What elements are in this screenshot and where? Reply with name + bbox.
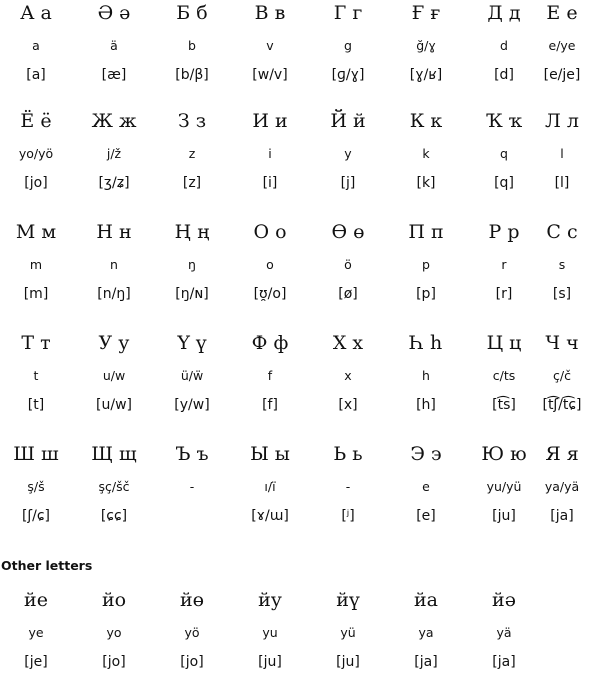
- cyrillic-letter: Х х: [332, 332, 364, 354]
- cyrillic-letter: И и: [252, 110, 288, 132]
- latin-transliteration: c/ts: [492, 368, 516, 383]
- latin-transliteration: e/ye: [548, 38, 576, 53]
- cyrillic-letter: йе: [24, 589, 48, 611]
- latin-transliteration: ı/ï: [264, 479, 276, 494]
- latin-transliteration: ü/ẅ: [180, 368, 204, 383]
- latin-transliteration: yö: [184, 625, 200, 640]
- ipa-pronunciation: [y/w]: [174, 397, 210, 413]
- latin-transliteration: i: [268, 146, 272, 161]
- cyrillic-letter: йу: [258, 589, 282, 611]
- latin-transliteration: x: [344, 368, 352, 383]
- alphabet-row: [0, 108, 602, 212]
- latin-transliteration: ä: [110, 38, 118, 53]
- other-letters-row: [0, 587, 602, 691]
- cyrillic-letter: Б б: [176, 2, 208, 24]
- latin-transliteration: yü: [340, 625, 356, 640]
- cyrillic-letter: Ш ш: [13, 443, 59, 465]
- ipa-pronunciation: [ɡ/ɣ]: [331, 67, 365, 83]
- cyrillic-letter: Ю ю: [481, 443, 527, 465]
- cyrillic-letter: Ч ч: [545, 332, 579, 354]
- cyrillic-letter: йа: [414, 589, 438, 611]
- latin-transliteration: ya: [418, 625, 434, 640]
- ipa-pronunciation: [ʊ̯/o]: [253, 286, 287, 302]
- cyrillic-letter: В в: [254, 2, 286, 24]
- ipa-pronunciation: [t]: [27, 397, 45, 413]
- ipa-pronunciation: [ʃ/ɕ]: [21, 508, 51, 524]
- alphabet-row: [0, 0, 602, 104]
- latin-transliteration: ya/yä: [544, 479, 580, 494]
- ipa-pronunciation: [j]: [340, 175, 356, 191]
- cyrillic-letter: Т т: [21, 332, 51, 354]
- cyrillic-letter: М м: [15, 221, 57, 243]
- cyrillic-letter: Ы ы: [250, 443, 290, 465]
- ipa-pronunciation: [153, 505, 231, 527]
- ipa-pronunciation: [jo]: [102, 654, 126, 670]
- latin-transliteration: u/w: [102, 368, 126, 383]
- cyrillic-letter: Ф ф: [251, 332, 289, 354]
- latin-transliteration: v: [266, 38, 274, 53]
- ipa-pronunciation: [f]: [262, 397, 278, 413]
- ipa-pronunciation: [e]: [416, 508, 436, 524]
- ipa-pronunciation: [ɣ/ʁ]: [409, 67, 443, 83]
- latin-transliteration: ş/š: [27, 479, 45, 494]
- cyrillic-letter: Н н: [96, 221, 132, 243]
- latin-transliteration: ŋ: [188, 257, 196, 272]
- cyrillic-letter: У у: [98, 332, 130, 354]
- latin-transliteration: o: [266, 257, 274, 272]
- ipa-pronunciation: [h]: [416, 397, 436, 413]
- alphabet-row: [0, 330, 602, 434]
- ipa-pronunciation: [je]: [24, 654, 48, 670]
- cyrillic-letter: К к: [409, 110, 443, 132]
- cyrillic-letter: Й й: [330, 110, 366, 132]
- cyrillic-letter: З з: [177, 110, 207, 132]
- alphabet-row: [0, 441, 602, 545]
- cyrillic-letter: Ә ә: [97, 2, 131, 24]
- cyrillic-letter: Ё ё: [20, 110, 52, 132]
- cyrillic-letter: А а: [20, 2, 52, 24]
- latin-transliteration: g: [344, 38, 352, 53]
- ipa-pronunciation: [ɕɕ]: [100, 508, 128, 524]
- latin-transliteration: j/ž: [106, 146, 122, 161]
- cyrillic-letter: Ҡ ҡ: [485, 110, 523, 132]
- cyrillic-letter: Ж ж: [91, 110, 137, 132]
- ipa-pronunciation: [u/w]: [96, 397, 132, 413]
- ipa-pronunciation: [æ]: [101, 67, 127, 83]
- ipa-pronunciation: [ja]: [414, 654, 438, 670]
- ipa-pronunciation: [z]: [182, 175, 202, 191]
- cyrillic-letter: Р р: [488, 221, 520, 243]
- ipa-pronunciation: [q]: [494, 175, 514, 191]
- cyrillic-letter: П п: [408, 221, 444, 243]
- cyrillic-letter: Д д: [487, 2, 521, 24]
- latin-transliteration: m: [29, 257, 43, 272]
- latin-transliteration: t: [33, 368, 39, 383]
- cyrillic-letter: Ц ц: [486, 332, 522, 354]
- cyrillic-letter: Ь ь: [333, 443, 363, 465]
- latin-transliteration: h: [422, 368, 430, 383]
- ipa-pronunciation: [ju]: [258, 654, 282, 670]
- cyrillic-letter: Ғ ғ: [411, 2, 441, 24]
- latin-transliteration: yo/yö: [18, 146, 54, 161]
- ipa-pronunciation: [jo]: [180, 654, 204, 670]
- cyrillic-letter: Э э: [410, 443, 442, 465]
- latin-transliteration: r: [501, 257, 507, 272]
- cyrillic-letter: йо: [101, 589, 127, 611]
- latin-transliteration: yu/yü: [486, 479, 522, 494]
- ipa-pronunciation: [jo]: [24, 175, 48, 191]
- latin-transliteration: d: [500, 38, 508, 53]
- ipa-pronunciation: [t͡s]: [492, 397, 516, 413]
- cyrillic-letter: Ъ ъ: [175, 443, 209, 465]
- latin-transliteration: l: [560, 146, 564, 161]
- ipa-pronunciation: [ja]: [492, 654, 516, 670]
- cyrillic-letter: С с: [546, 221, 578, 243]
- latin-transliteration: yu: [262, 625, 278, 640]
- other-letters-heading: Other letters: [1, 558, 93, 573]
- ipa-pronunciation: [ɤ/ɯ]: [251, 508, 289, 524]
- ipa-pronunciation: [d]: [494, 67, 514, 83]
- ipa-pronunciation: [i]: [262, 175, 278, 191]
- cyrillic-letter: Ү ү: [177, 332, 207, 354]
- ipa-pronunciation: [n/ŋ]: [97, 286, 131, 302]
- ipa-pronunciation: [a]: [26, 67, 46, 83]
- ipa-pronunciation: [r]: [495, 286, 513, 302]
- ipa-pronunciation: [k]: [416, 175, 436, 191]
- latin-transliteration: ğ/ɣ: [416, 38, 436, 53]
- ipa-pronunciation: [ja]: [550, 508, 574, 524]
- ipa-pronunciation: [x]: [338, 397, 358, 413]
- latin-transliteration: yä: [496, 625, 512, 640]
- latin-transliteration: f: [267, 368, 273, 383]
- ipa-pronunciation: [p]: [416, 286, 436, 302]
- cyrillic-letter: Һ һ: [409, 332, 443, 354]
- ipa-pronunciation: [t͡ʃ/t͡ɕ]: [542, 397, 582, 413]
- ipa-pronunciation: [ju]: [492, 508, 516, 524]
- cyrillic-letter: йө: [179, 589, 205, 611]
- latin-transliteration: b: [188, 38, 196, 53]
- ipa-pronunciation: [s]: [552, 286, 572, 302]
- latin-transliteration: a: [32, 38, 40, 53]
- latin-transliteration: -: [345, 479, 351, 494]
- cyrillic-letter: Я я: [545, 443, 579, 465]
- ipa-pronunciation: [ø]: [338, 286, 358, 302]
- latin-transliteration: p: [422, 257, 430, 272]
- ipa-pronunciation: [ju]: [336, 654, 360, 670]
- latin-transliteration: yo: [106, 625, 122, 640]
- cyrillic-letter: Е е: [546, 2, 578, 24]
- alphabet-row: [0, 219, 602, 323]
- cyrillic-letter: Л л: [545, 110, 579, 132]
- ipa-pronunciation: [m]: [23, 286, 49, 302]
- cyrillic-letter: йә: [492, 589, 516, 611]
- cyrillic-letter: йү: [336, 589, 360, 611]
- latin-transliteration: k: [422, 146, 430, 161]
- ipa-pronunciation: [b/β]: [175, 67, 209, 83]
- ipa-pronunciation: [ʲ]: [341, 508, 355, 524]
- ipa-pronunciation: [ʒ/ʑ]: [98, 175, 130, 191]
- latin-transliteration: y: [344, 146, 352, 161]
- cyrillic-letter: Г г: [333, 2, 363, 24]
- latin-transliteration: z: [188, 146, 196, 161]
- latin-transliteration: s: [558, 257, 566, 272]
- latin-transliteration: n: [110, 257, 118, 272]
- ipa-pronunciation: [w/v]: [252, 67, 288, 83]
- ipa-pronunciation: [e/je]: [543, 67, 581, 83]
- ipa-pronunciation: [ŋ/ɴ]: [175, 286, 209, 302]
- cyrillic-letter: Щ щ: [91, 443, 137, 465]
- cyrillic-letter: Ө ө: [331, 221, 365, 243]
- latin-transliteration: şç/šč: [98, 479, 130, 494]
- latin-transliteration: ö: [344, 257, 352, 272]
- latin-transliteration: ç/č: [553, 368, 571, 383]
- latin-transliteration: -: [189, 479, 195, 494]
- ipa-pronunciation: [l]: [554, 175, 570, 191]
- latin-transliteration: ye: [28, 625, 44, 640]
- latin-transliteration: q: [500, 146, 508, 161]
- latin-transliteration: e: [422, 479, 430, 494]
- cyrillic-letter: О о: [253, 221, 287, 243]
- cyrillic-letter: Ң ң: [174, 221, 210, 243]
